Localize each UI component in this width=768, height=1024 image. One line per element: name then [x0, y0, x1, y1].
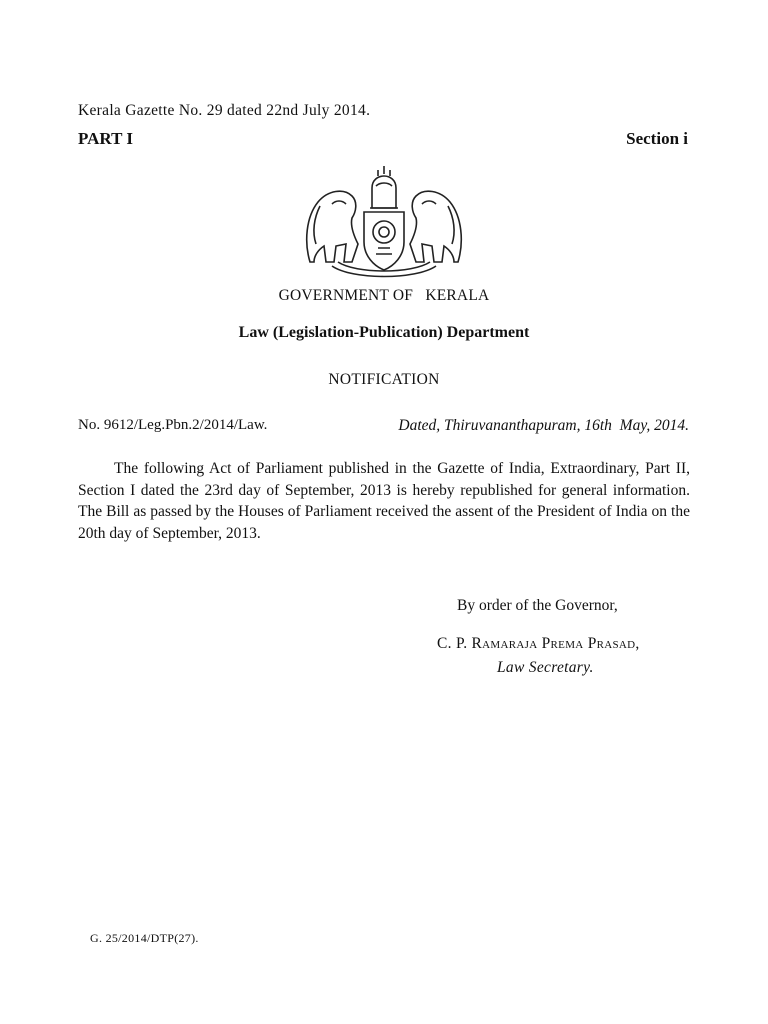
print-code: G. 25/2014/DTP(27). — [90, 931, 199, 945]
kerala-state-emblem-icon — [302, 162, 466, 282]
gazette-reference: Kerala Gazette No. 29 dated 22nd July 2014. — [78, 102, 371, 119]
signatory-title: Law Secretary. — [497, 659, 594, 676]
notification-heading: NOTIFICATION — [328, 371, 440, 388]
government-heading: GOVERNMENT OF KERALA — [278, 287, 490, 304]
reference-number: No. 9612/Leg.Pbn.2/2014/Law. — [78, 417, 268, 433]
section-label: Section i — [626, 129, 688, 148]
signatory-name — [437, 635, 640, 653]
signatory-name-text: C. P. Ramaraja Prema Prasad, — [437, 635, 640, 652]
dated-line: Dated, Thiruvananthapuram, 16th May, 2014. — [398, 417, 689, 434]
order-line: By order of the Governor, — [457, 597, 618, 614]
notification-body: The following Act of Parliament published in the Gazette of India, Extraordinary, Part II, Section I dated the 23rd day of September, 2013 is hereby republished for general information. The Bill as passed by the Houses of Parliament received the assent of the President of India on the 20th day of September, 2013. — [78, 460, 690, 542]
department-heading: Law (Legislation-Publication) Department — [238, 324, 530, 341]
part-label: PART I — [78, 129, 133, 148]
